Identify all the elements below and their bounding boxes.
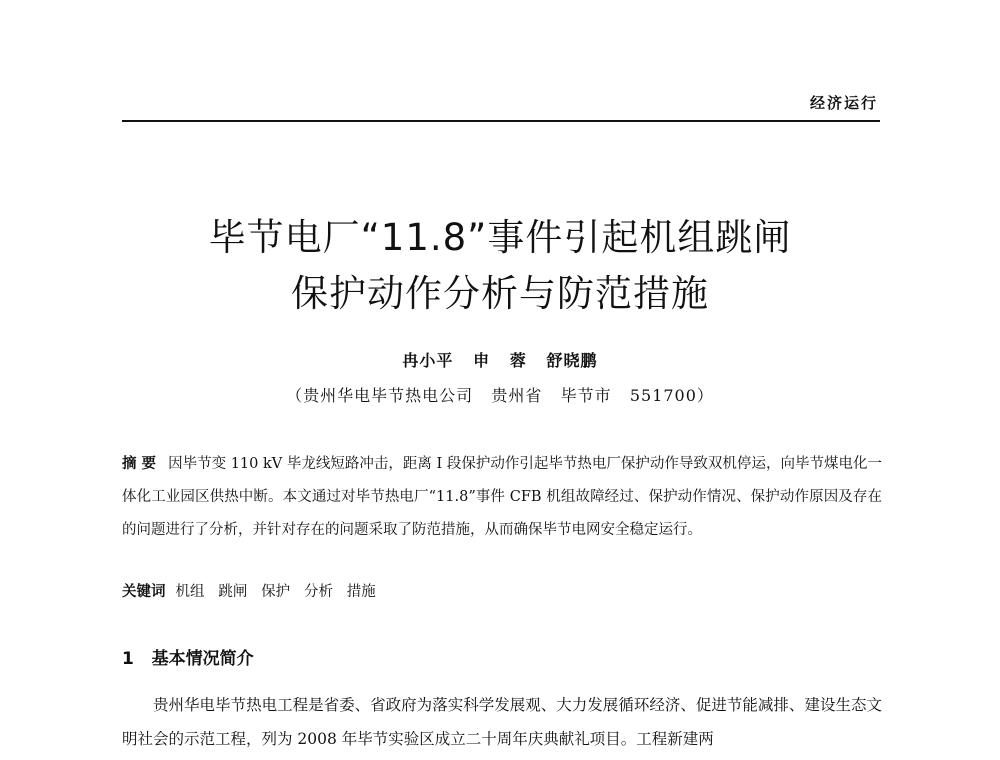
title-line-1: 毕节电厂“11.8”事件引起机组跳闸 [208, 216, 792, 259]
abstract-text: 因毕节变 110 kV 毕龙线短路冲击，距离 I 段保护动作引起毕节热电厂保护动作导致双机停运，向毕节煤电化一体化工业园区供热中断。本文通过对毕节热电厂“11.8”事件 CFB 机组故障经过、保护动作情况、保护动作原因及存在的问题进行了分析，并针对存在的问题采取了防范措施，从而确保毕节电网安全稳定运行。 [122, 456, 882, 538]
abstract [122, 448, 882, 547]
keywords-text: 机组 跳闸 保护 分析 措施 [175, 584, 376, 600]
affiliation: （贵州华电毕节热电公司 贵州省 毕节市 551700） [286, 386, 714, 405]
abstract-label: 摘 要 [122, 456, 157, 472]
section-heading: 1 基本情况简介 [122, 649, 254, 669]
body-paragraph: 贵州华电毕节热电工程是省委、省政府为落实科学发展观、大力发展循环经济、促进节能减排、建设生态文明社会的示范工程，列为 2008 年毕节实验区成立二十周年庆典献礼项目。工程新建两 [122, 696, 882, 748]
keywords-label: 关键词 [122, 584, 166, 600]
title-line-2: 保护动作分析与防范措施 [291, 272, 709, 315]
header-rule [122, 120, 880, 122]
keywords [122, 580, 882, 604]
authors: 冉小平 申 蓉 舒晓鹏 [402, 351, 598, 370]
paper-title [0, 210, 1000, 322]
section-header: 经济运行 [809, 94, 878, 112]
